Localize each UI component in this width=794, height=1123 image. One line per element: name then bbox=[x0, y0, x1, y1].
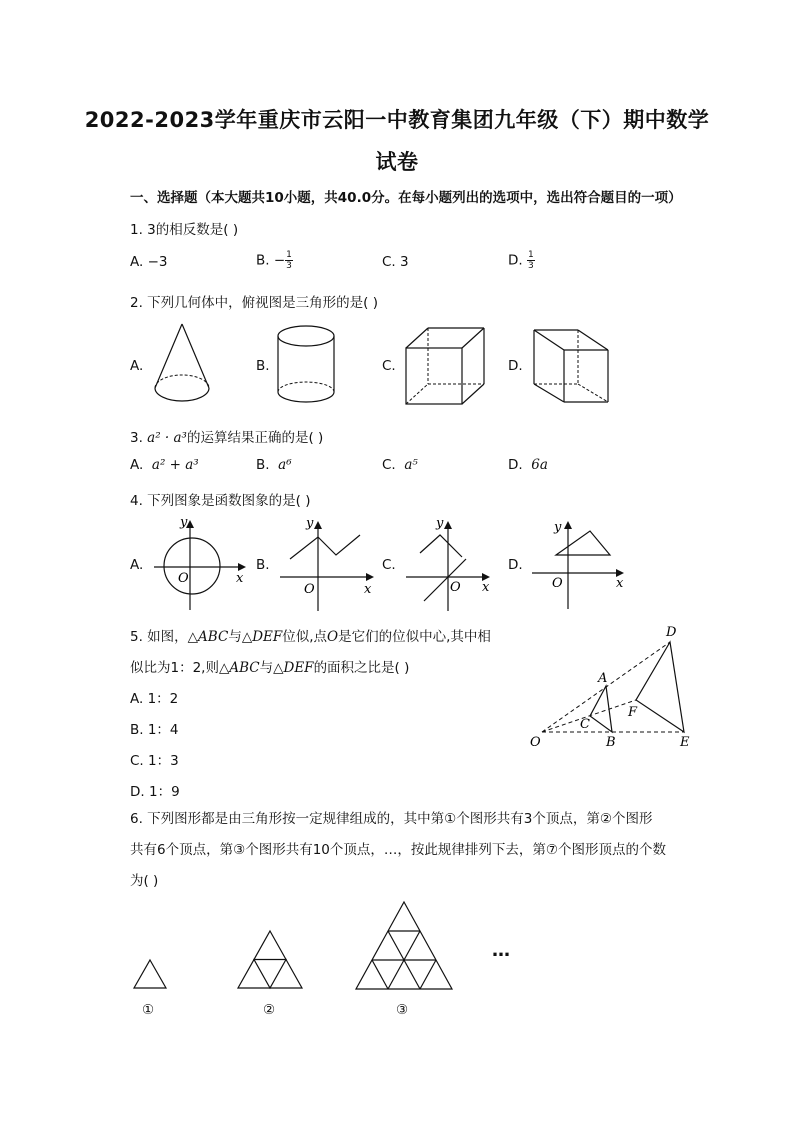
q5-label-d: D bbox=[666, 625, 677, 640]
q1-option-d: D. $\frac{1}{3}$ bbox=[508, 250, 534, 271]
q4-d-y-label: y bbox=[554, 520, 562, 535]
q6-ellipsis: … bbox=[492, 940, 510, 961]
q4-option-a: A. bbox=[130, 557, 144, 573]
q5-label-a: A bbox=[598, 671, 608, 686]
q4-option-b: B. bbox=[256, 557, 270, 573]
q4-c-origin-label: O bbox=[450, 580, 461, 595]
q6-label-3: ③ bbox=[396, 1002, 409, 1018]
q3-stem: 3. a² · a³的运算结果正确的是( ) bbox=[130, 430, 324, 446]
page-title-line1: 2022-2023学年重庆市云阳一中教育集团九年级（下）期中数学 bbox=[84, 108, 710, 132]
q3-option-c: C. a⁵ bbox=[382, 457, 418, 473]
q2-option-b: B. bbox=[256, 358, 270, 374]
q5-homothety-figure bbox=[528, 624, 698, 754]
q3-option-b: B. a⁶ bbox=[256, 457, 292, 473]
cube-figure bbox=[404, 326, 488, 408]
q6-pattern-figure-3 bbox=[354, 900, 456, 992]
q6-pattern-figure-2 bbox=[236, 929, 306, 991]
q5-option-c: C. 1：3 bbox=[130, 753, 179, 769]
section-header: 一、选择题（本大题共10小题，共40.0分。在每小题列出的选项中，选出符合题目的一项） bbox=[130, 190, 682, 206]
q3-option-d: D. 6a bbox=[508, 457, 548, 473]
q6-line1: 6. 下列图形都是由三角形按一定规律组成的，其中第①个图形共有3个顶点，第②个图形 bbox=[130, 811, 653, 827]
q4-graph-c-ray bbox=[404, 515, 504, 615]
q5-line2: 似比为1：2,则△ABC与△DEF的面积之比是( ) bbox=[130, 660, 410, 676]
page-title-line2: 试卷 bbox=[375, 150, 419, 174]
prism-figure bbox=[532, 328, 612, 404]
q1-option-b: B. − $\frac{1}{3}$ bbox=[256, 250, 292, 271]
q5-label-e: E bbox=[680, 735, 690, 750]
q4-b-origin-label: O bbox=[304, 582, 315, 597]
q6-label-2: ② bbox=[263, 1002, 276, 1018]
q1-b-fraction: $\frac{1}{3}$ bbox=[286, 250, 292, 271]
cone-figure bbox=[150, 322, 220, 412]
q1-stem: 1. 3的相反数是( ) bbox=[130, 222, 239, 238]
q2-option-d: D. bbox=[508, 358, 523, 374]
q2-option-a: A. bbox=[130, 358, 144, 374]
q4-a-x-label: x bbox=[236, 571, 244, 586]
q5-option-b: B. 1：4 bbox=[130, 722, 179, 738]
q5-label-c: C bbox=[580, 717, 590, 732]
q4-stem: 4. 下列图象是函数图象的是( ) bbox=[130, 493, 311, 509]
q4-a-origin-label: O bbox=[178, 571, 189, 586]
q4-c-y-label: y bbox=[436, 516, 444, 531]
q5-line1: 5. 如图，△ABC与△DEF位似,点O是它们的位似中心,其中相 bbox=[130, 629, 491, 645]
q4-a-y-label: y bbox=[180, 515, 188, 530]
q1-option-a: A. −3 bbox=[130, 254, 168, 270]
q4-option-d: D. bbox=[508, 557, 523, 573]
q5-option-a: A. 1：2 bbox=[130, 691, 179, 707]
q6-line2: 共有6个顶点，第③个图形共有10个顶点，…，按此规律排列下去，第⑦个图形顶点的个数 bbox=[130, 842, 666, 858]
q1-option-c: C. 3 bbox=[382, 254, 409, 270]
q6-label-1: ① bbox=[142, 1002, 155, 1018]
q4-b-y-label: y bbox=[306, 516, 314, 531]
q6-line3: 为( ) bbox=[130, 873, 159, 889]
q4-graph-b-zigzag bbox=[278, 515, 378, 615]
q5-label-o: O bbox=[530, 735, 541, 750]
q4-d-x-label: x bbox=[616, 576, 624, 591]
q1-d-fraction: $\frac{1}{3}$ bbox=[527, 250, 534, 271]
q2-option-c: C. bbox=[382, 358, 396, 374]
q3-option-a: A. a² + a³ bbox=[130, 457, 199, 473]
q4-option-c: C. bbox=[382, 557, 396, 573]
q5-label-f: F bbox=[628, 705, 638, 720]
q2-stem: 2. 下列几何体中，俯视图是三角形的是( ) bbox=[130, 295, 378, 311]
q5-label-b: B bbox=[606, 735, 616, 750]
q4-graph-a-circle bbox=[152, 512, 252, 612]
q5-option-d: D. 1：9 bbox=[130, 784, 180, 800]
q6-pattern-figure-1 bbox=[133, 958, 169, 990]
q4-c-x-label: x bbox=[482, 580, 490, 595]
cylinder-figure bbox=[277, 324, 339, 410]
q4-d-origin-label: O bbox=[552, 576, 563, 591]
q4-b-x-label: x bbox=[364, 582, 372, 597]
q4-graph-d-triangle bbox=[530, 515, 630, 615]
